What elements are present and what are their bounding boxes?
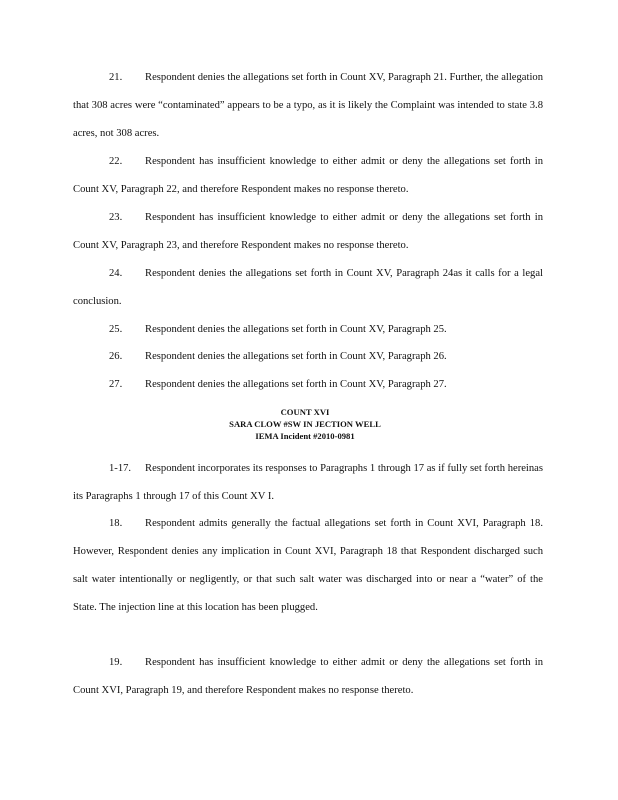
- paragraph-25: [73, 316, 543, 344]
- heading-line-incident: IEMA Incident #2010-0981: [255, 431, 355, 441]
- paragraph-1-17: [73, 455, 543, 511]
- paragraph-text: Respondent denies the allegations set forth in Count XV, Paragraph 21. Further, the allegation that 308 acres were “contaminated” appears to be a typo, as it is likely the Complaint was intended to state 3.8 acres, not 308 acres.: [73, 72, 543, 139]
- paragraph-24: [73, 260, 543, 316]
- heading-line-count: COUNT XVI: [280, 407, 330, 417]
- heading-line-title: SARA CLOW #SW IN JECTION WELL: [229, 419, 381, 429]
- paragraph-number: 1-17.: [109, 463, 132, 474]
- paragraph-text: Respondent has insufficient knowledge to either admit or deny the allegations set forth in Count XV, Paragraph 23, and therefore Respondent makes no response thereto.: [73, 212, 543, 251]
- paragraph-number: 22.: [109, 156, 123, 167]
- paragraph-number: 18.: [109, 518, 123, 529]
- paragraph-number: 27.: [109, 379, 123, 390]
- count-heading: [195, 406, 415, 442]
- paragraph-number: 19.: [109, 657, 123, 668]
- paragraph-number: 23.: [109, 212, 123, 223]
- paragraph-18: [73, 510, 543, 622]
- paragraph-number: 21.: [109, 72, 123, 83]
- paragraph-21: [73, 64, 543, 148]
- paragraph-number: 25.: [109, 324, 123, 335]
- paragraph-22: [73, 148, 543, 204]
- paragraph-text: Respondent admits generally the factual allegations set forth in Count XVI, Paragraph 18. However, Respondent denies any implication in Count XVI, Paragraph 18 that Respondent discharged such salt water intentionally or negligently, or that such salt water was discharged into or near a “water” of the State. The injection line at this location has been plugged.: [73, 518, 543, 613]
- paragraph-text: Respondent denies the allegations set forth in Count XV, Paragraph 27.: [145, 379, 447, 390]
- paragraph-text: Respondent has insufficient knowledge to either admit or deny the allegations set forth in Count XV, Paragraph 22, and therefore Respondent makes no response thereto.: [73, 156, 543, 195]
- paragraph-text: Respondent incorporates its responses to Paragraphs 1 through 17 as if fully set forth hereinas its Paragraphs 1 through 17 of this Count XV I.: [73, 463, 543, 502]
- paragraph-26: [73, 343, 543, 371]
- paragraph-27: [73, 371, 543, 399]
- paragraph-23: [73, 204, 543, 260]
- paragraph-number: 24.: [109, 268, 123, 279]
- paragraph-text: Respondent has insufficient knowledge to either admit or deny the allegations set forth in Count XVI, Paragraph 19, and therefore Respondent makes no response thereto.: [73, 657, 543, 696]
- paragraph-text: Respondent denies the allegations set forth in Count XV, Paragraph 25.: [145, 324, 447, 335]
- paragraph-number: 26.: [109, 351, 123, 362]
- paragraph-text: Respondent denies the allegations set forth in Count XV, Paragraph 24as it calls for a legal conclusion.: [73, 268, 543, 307]
- paragraph-text: Respondent denies the allegations set forth in Count XV, Paragraph 26.: [145, 351, 447, 362]
- paragraph-19: [73, 649, 543, 705]
